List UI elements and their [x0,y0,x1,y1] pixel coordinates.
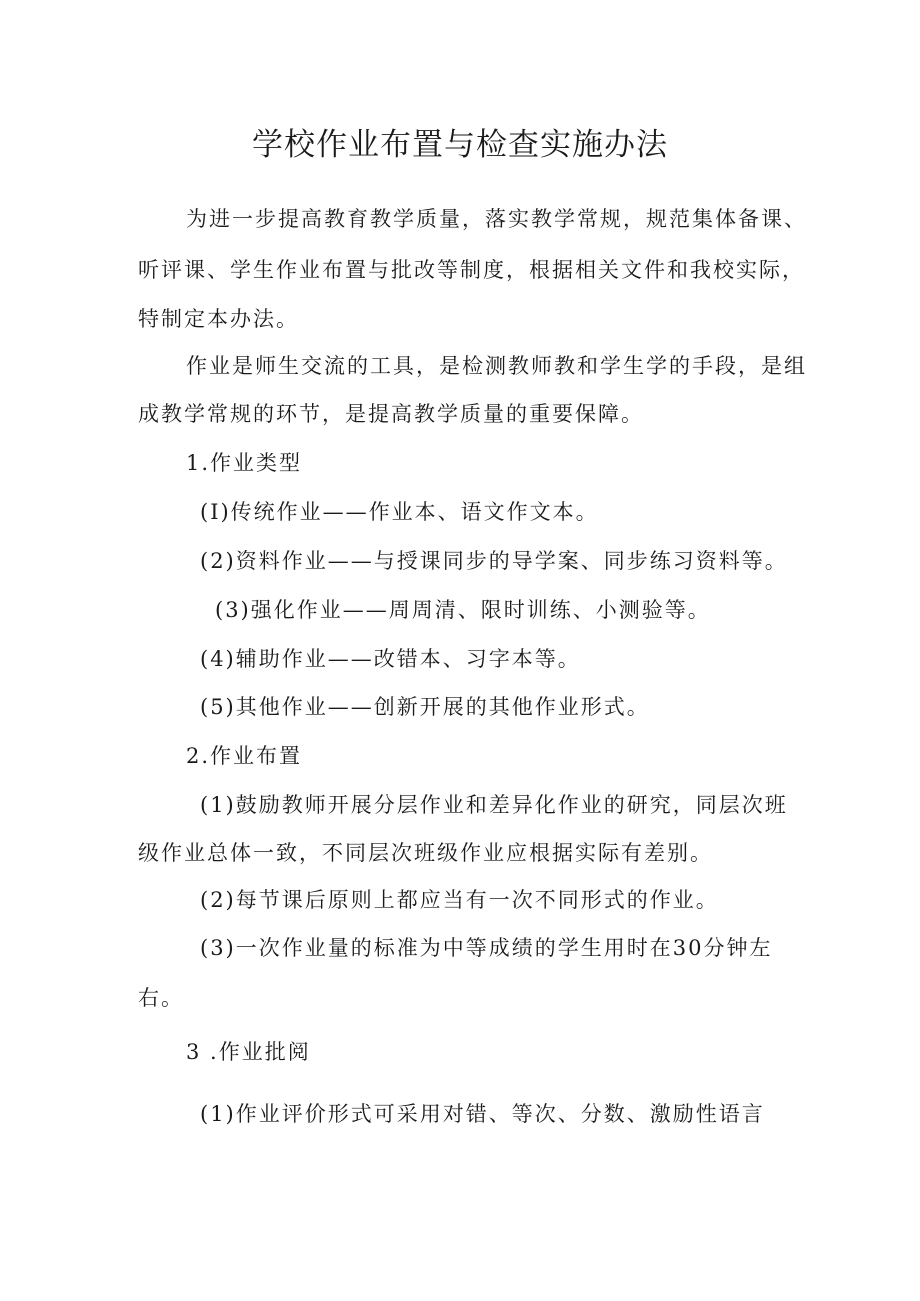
list-item: (1)作业评价形式可采用对错、等次、分数、激励性语言 [200,1102,765,1126]
list-item: (I)传统作业——作业本、语文作文本。 [200,500,599,524]
body-line: 特制定本办法。 [138,307,299,331]
list-item: (3)一次作业量的标准为中等成绩的学生用时在30分钟左 [200,936,773,960]
body-line: 成教学常规的环节，是提高教学质量的重要保障。 [138,402,644,426]
body-line: 作业是师生交流的工具，是检测教师教和学生学的手段，是组 [186,354,807,378]
section-heading: 3 .作业批阅 [186,1040,311,1064]
list-item: (1)鼓励教师开展分层作业和差异化作业的研究，同层次班 [200,793,788,817]
list-item: (4)辅助作业——改错本、习字本等。 [200,647,581,671]
section-heading: 2.作业布置 [186,744,303,768]
body-line: 听评课、学生作业布置与批改等制度，根据相关文件和我校实际， [138,258,805,282]
list-item: (2)资料作业——与授课同步的导学案、同步练习资料等。 [200,549,788,573]
body-line: 级作业总体一致，不同层次班级作业应根据实际有差别。 [138,841,713,865]
document-title: 学校作业布置与检查实施办法 [252,127,668,163]
list-item: (5)其他作业——创新开展的其他作业形式。 [200,695,650,719]
body-line: 为进一步提高教育教学质量，落实教学常规，规范集体备课、 [186,207,807,231]
list-item: (2)每节课后原则上都应当有一次不同形式的作业。 [200,888,719,912]
list-item: (3)强化作业——周周清、限时训练、小测验等。 [215,598,711,622]
body-line: 右。 [138,986,184,1010]
section-heading: 1.作业类型 [186,451,303,475]
